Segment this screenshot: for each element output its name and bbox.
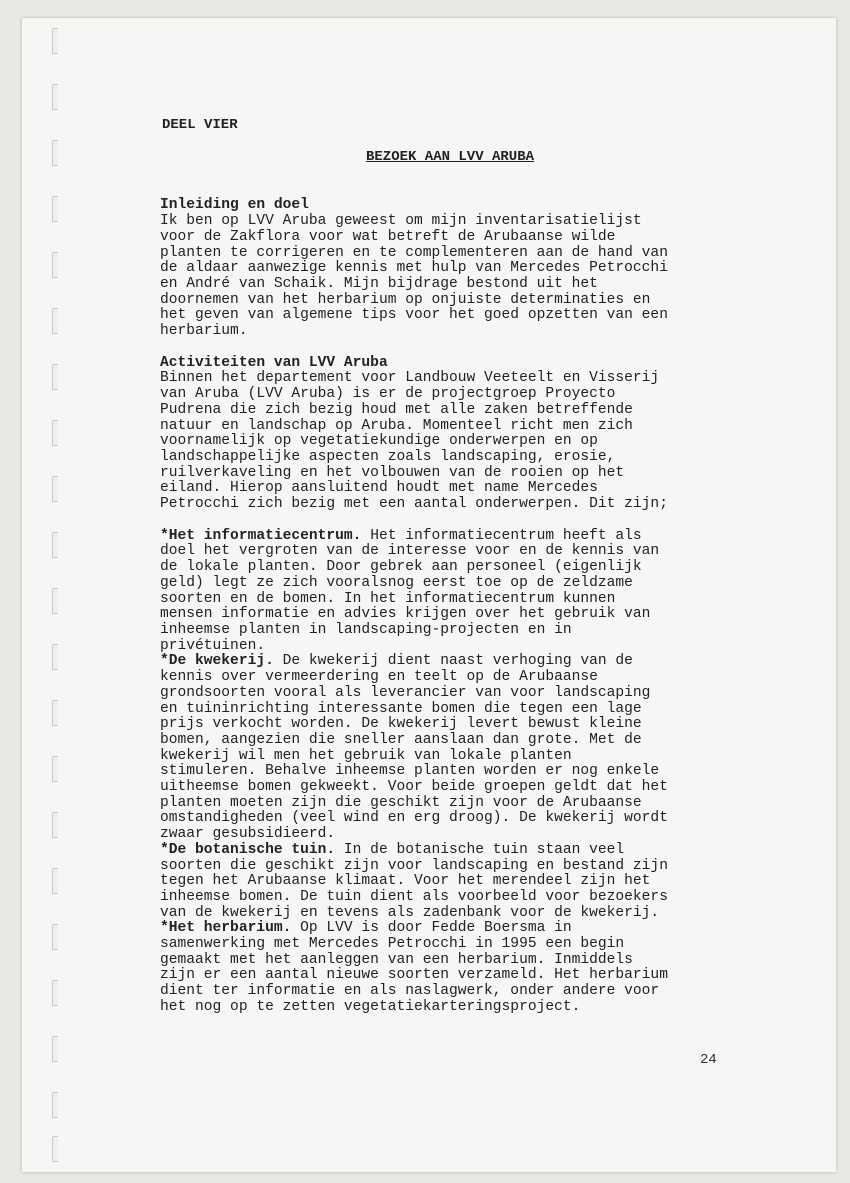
item-herbarium xyxy=(160,921,730,1015)
binding-hole xyxy=(52,476,58,502)
item-botanische-tuin xyxy=(160,843,730,922)
binding-hole xyxy=(52,364,58,390)
item-kwekerij xyxy=(160,654,730,842)
section-text-inleiding: Ik ben op LVV Aruba geweest om mijn inventarisatielijst voor de Zakflora voor wat betreft de Arubaanse wilde planten te corrigeren en te complementeren aan de hand van de aldaar aanwezige kennis met hulp van Mercedes Petrocchi en André van Schaik. Mijn bijdrage bestond uit het doornemen van het herbarium op onjuiste determinaties en het geven van algemene tips voor het goed opzetten van een herbarium. xyxy=(160,213,668,340)
binding-hole xyxy=(52,644,58,670)
binding-hole xyxy=(52,1136,58,1162)
binding-hole xyxy=(52,868,58,894)
binding-hole xyxy=(52,756,58,782)
binding-hole xyxy=(52,420,58,446)
item-text: Op LVV is door Fedde Boersma in samenwerking met Mercedes Petrocchi in 1995 een begin gemaakt met het aanleggen van een herbarium. Inmiddels zijn er een aantal nieuwe soorten verzameld. Het herbarium dient ter informatie en als naslagwerk, onder andere voor het nog op te zetten vegetatiekarteringsproject. xyxy=(160,920,668,1015)
binding-hole xyxy=(52,308,58,334)
item-text: De kwekerij dient naast verhoging van de kennis over vermeerdering en teelt op de Arubaanse grondsoorten vooral als leverancier van voor landscaping en tuininrichting interessante bomen die tegen een lage prijs verkocht worden. De kwekerij levert bewust kleine bomen, aangezien die sneller aanslaan dan grote. Met de kwekerij wil men het gebruik van lokale planten stimuleren. Behalve inheemse planten worden er nog enkele uitheemse bomen gekweekt. Voor beide groepen geldt dat het planten moeten zijn die geschikt zijn voor de Arubaanse omstandigheden (veel wind en erg droog). De kwekerij wordt zwaar gesubsidieerd. xyxy=(160,653,668,843)
section-heading-inleiding: Inleiding en doel xyxy=(160,197,309,214)
binding-hole xyxy=(52,924,58,950)
binding-hole xyxy=(52,28,58,54)
item-heading: *Het informatiecentrum. xyxy=(160,527,362,544)
item-text: Het informatiecentrum heeft als doel het vergroten van de interesse voor en de kennis van de lokale planten. Door gebrek aan personeel (eigenlijk geld) legt ze zich vooralsnog eerst toe op de zeldzame soorten en de bomen. In het informatiecentrum kunnen mensen informatie en advies krijgen over het gebruik van inheemse planten in landscaping-projecten en in privétuinen. xyxy=(160,527,660,654)
part-label: DEEL VIER xyxy=(162,117,238,133)
section-heading-activiteiten: Activiteiten van LVV Aruba xyxy=(160,354,388,371)
page-title: BEZOEK AAN LVV ARUBA xyxy=(365,148,535,165)
binding-hole xyxy=(52,812,58,838)
binding-hole xyxy=(52,532,58,558)
document-body xyxy=(160,118,730,1016)
binding-hole xyxy=(52,1036,58,1062)
binding-hole xyxy=(52,980,58,1006)
page-number: 24 xyxy=(700,1052,717,1068)
binding-hole xyxy=(52,140,58,166)
item-heading: *Het herbarium. xyxy=(160,920,292,937)
item-heading: *De botanische tuin. xyxy=(160,841,336,858)
binding-holes xyxy=(52,18,64,1172)
binding-hole xyxy=(52,252,58,278)
item-informatiecentrum xyxy=(160,529,730,655)
binding-hole xyxy=(52,1092,58,1118)
binding-hole xyxy=(52,700,58,726)
binding-hole xyxy=(52,588,58,614)
section-text-activiteiten: Binnen het departement voor Landbouw Veeteelt en Visserij van Aruba (LVV Aruba) is er de projectgroep Proyecto Pudrena die zich bezig houd met alle zaken betreffende natuur en landschap op Aruba. Momenteel richt men zich voornamelijk op vegetatiekundige onderwerpen en op landschappelijke aspecten zoals landscaping, erosie, ruilverkaveling en het volbouwen van de rooien op het eiland. Hierop aansluitend houdt met name Mercedes Petrocchi zich bezig met een aantal onderwerpen. Dit zijn; xyxy=(160,370,668,513)
item-heading: *De kwekerij. xyxy=(160,653,274,670)
binding-hole xyxy=(52,84,58,110)
binding-hole xyxy=(52,196,58,222)
item-text: In de botanische tuin staan veel soorten die geschikt zijn voor landscaping en bestand zijn tegen het Arubaanse klimaat. Voor het merendeel zijn het inheemse bomen. De tuin dient als voorbeeld voor bezoekers van de kwekerij en tevens als zadenbank voor de kwekerij. xyxy=(160,841,668,921)
